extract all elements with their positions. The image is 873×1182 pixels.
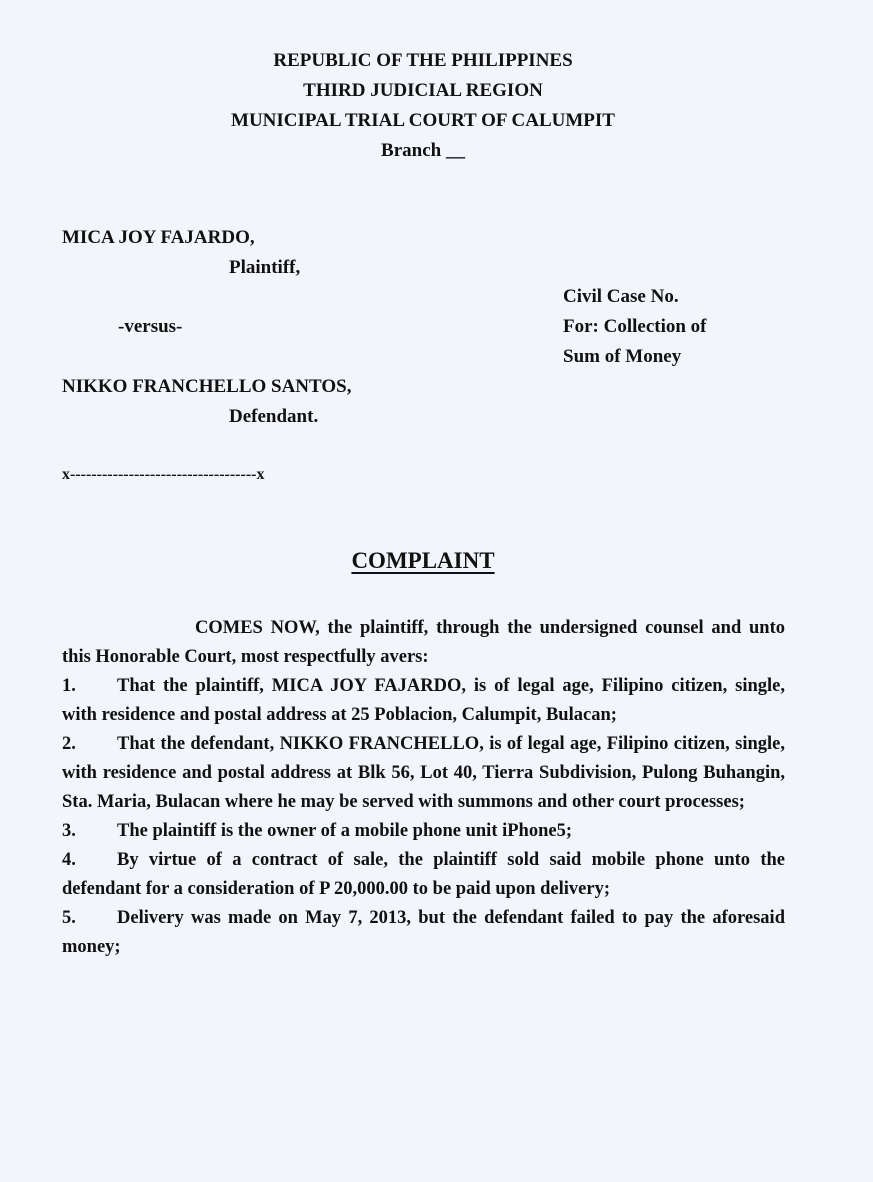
paragraph-text: That the plaintiff, MICA JOY FAJARDO, is of legal age, Filipino citizen, single, with residence and postal address at 25 Poblacion, Calumpit, Bulacan; bbox=[62, 676, 785, 725]
paragraph-number: 5. bbox=[62, 908, 76, 928]
document-title: COMPLAINT bbox=[351, 548, 495, 573]
header-court: MUNICIPAL TRIAL COURT OF CALUMPIT bbox=[231, 110, 615, 131]
paragraph-text: By virtue of a contract of sale, the plaintiff sold said mobile phone unto the defendant for a consideration of P 20,000.00 to be paid upon delivery; bbox=[62, 850, 785, 899]
header-branch: Branch __ bbox=[381, 140, 465, 161]
paragraph-1 bbox=[62, 672, 785, 730]
case-nature-line1: For: Collection of bbox=[563, 316, 707, 337]
complaint-body bbox=[62, 614, 785, 962]
intro-paragraph: COMES NOW, the plaintiff, through the undersigned counsel and unto this Honorable Court, most respectfully avers: bbox=[62, 618, 785, 667]
paragraph-text: That the defendant, NIKKO FRANCHELLO, is of legal age, Filipino citizen, single, with residence and postal address at Blk 56, Lot 40, Tierra Subdivision, Pulong Buhangin, Sta. Maria, Bulacan where he may be served with summons and other court processes; bbox=[62, 734, 785, 812]
paragraph-number: 4. bbox=[62, 850, 76, 870]
versus-label: -versus- bbox=[118, 316, 183, 337]
caption-separator: x-----------------------------------x bbox=[62, 466, 265, 483]
paragraph-number: 1. bbox=[62, 676, 76, 696]
defendant-role: Defendant. bbox=[229, 406, 319, 427]
case-number: Civil Case No. bbox=[563, 286, 679, 307]
header-region: THIRD JUDICIAL REGION bbox=[303, 80, 543, 101]
plaintiff-role: Plaintiff, bbox=[229, 257, 301, 278]
paragraph-4 bbox=[62, 846, 785, 904]
paragraph-3 bbox=[62, 817, 785, 846]
header-republic: REPUBLIC OF THE PHILIPPINES bbox=[273, 50, 573, 71]
plaintiff-name: MICA JOY FAJARDO, bbox=[62, 227, 255, 248]
defendant-name: NIKKO FRANCHELLO SANTOS, bbox=[62, 376, 352, 397]
paragraph-5 bbox=[62, 904, 785, 962]
paragraph-number: 3. bbox=[62, 821, 76, 841]
court-header bbox=[0, 46, 846, 166]
paragraph-text: Delivery was made on May 7, 2013, but the defendant failed to pay the aforesaid money; bbox=[62, 908, 785, 957]
paragraph-number: 2. bbox=[62, 734, 76, 754]
paragraph-text: The plaintiff is the owner of a mobile phone unit iPhone5; bbox=[117, 821, 573, 841]
case-nature-line2: Sum of Money bbox=[563, 346, 682, 367]
paragraph-2 bbox=[62, 730, 785, 817]
